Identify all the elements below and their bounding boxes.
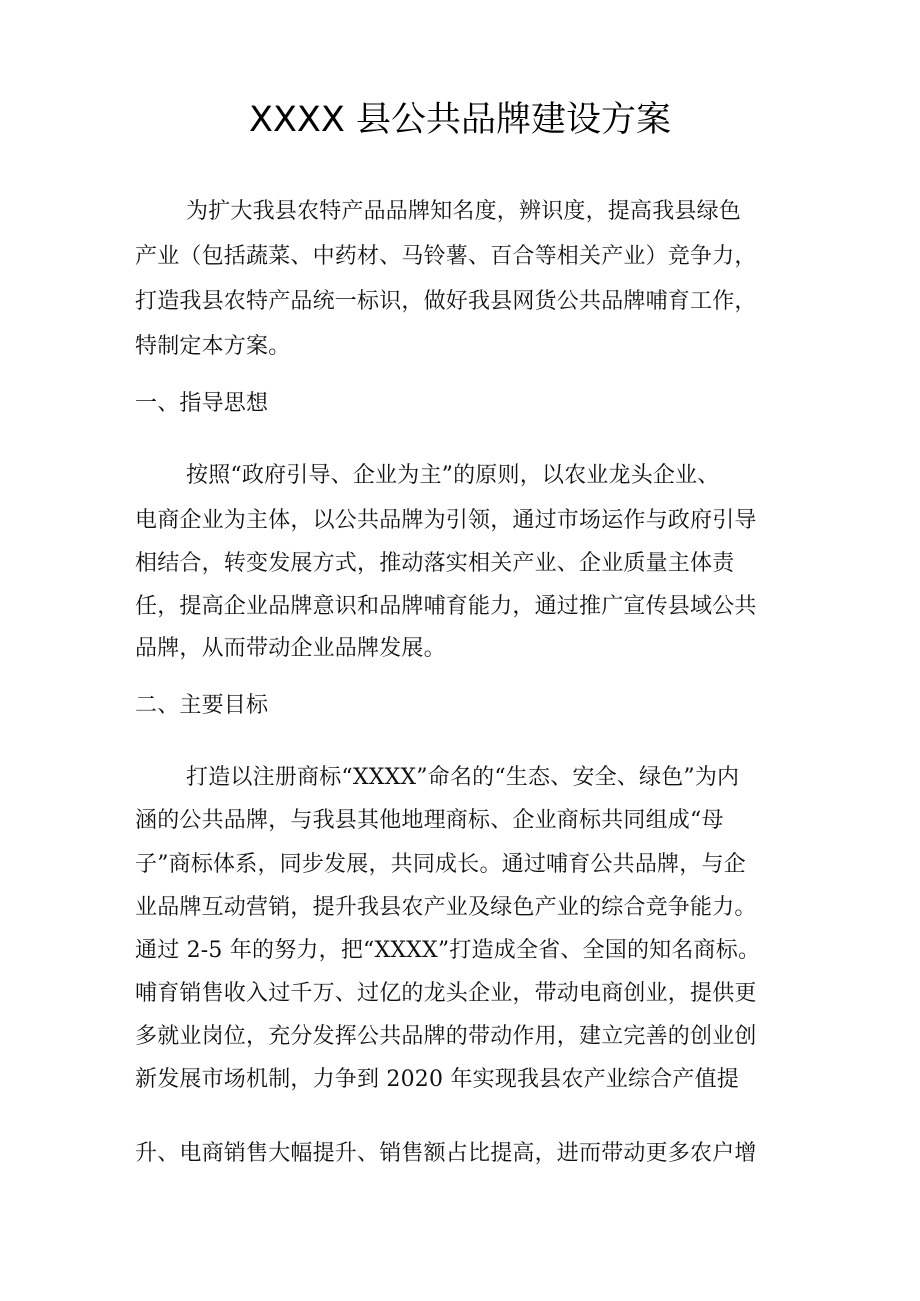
section-heading: 一、指导思想	[135, 391, 269, 416]
paragraph-line: 业品牌互动营销，提升我县农产业及绿色产业的综合竞争能力。	[135, 895, 757, 920]
paragraph-line: 特制定本方案。	[135, 334, 291, 359]
paragraph-line: 打造我县农特产品统一标识，做好我县网货公共品牌哺育工作，	[135, 289, 757, 314]
paragraph-line: 打造以注册商标“XXXX”命名的“生态、安全、绿色”为内	[186, 765, 740, 790]
paragraph-line: 相结合，转变发展方式，推动落实相关产业、企业质量主体责	[135, 551, 735, 576]
paragraph-line: 电商企业为主体，以公共品牌为引领，通过市场运作与政府引导	[135, 508, 757, 533]
paragraph-line: 涵的公共品牌，与我县其他地理商标、企业商标共同组成“母	[135, 808, 724, 833]
paragraph-line: 哺育销售收入过千万、过亿的龙头企业，带动电商创业，提供更	[135, 981, 757, 1006]
paragraph-line: 通过 2-5 年的努力，把“XXXX”打造成全省、全国的知名商标。	[135, 938, 761, 963]
paragraph-line: 产业（包括蔬菜、中药材、马铃薯、百合等相关产业）竞争力，	[135, 244, 757, 269]
section-heading: 二、主要目标	[135, 693, 269, 718]
paragraph-line: 按照“政府引导、企业为主”的原则，以农业龙头企业、	[186, 463, 720, 488]
paragraph-line: 任，提高企业品牌意识和品牌哺育能力，通过推广宣传县域公共	[135, 594, 757, 619]
paragraph-line: 升、电商销售大幅提升、销售额占比提高，进而带动更多农户增	[135, 1141, 757, 1166]
document-title: XXXX 县公共品牌建设方案	[248, 100, 672, 140]
paragraph-line: 多就业岗位，充分发挥公共品牌的带动作用，建立完善的创业创	[135, 1024, 757, 1049]
paragraph-line: 新发展市场机制，力争到 2020 年实现我县农产业综合产值提	[135, 1067, 739, 1092]
paragraph-line: 子”商标体系，同步发展，共同成长。通过哺育公共品牌，与企	[135, 852, 746, 877]
paragraph-line: 为扩大我县农特产品品牌知名度，辨识度，提高我县绿色	[186, 199, 742, 224]
paragraph-line: 品牌，从而带动企业品牌发展。	[135, 636, 446, 661]
